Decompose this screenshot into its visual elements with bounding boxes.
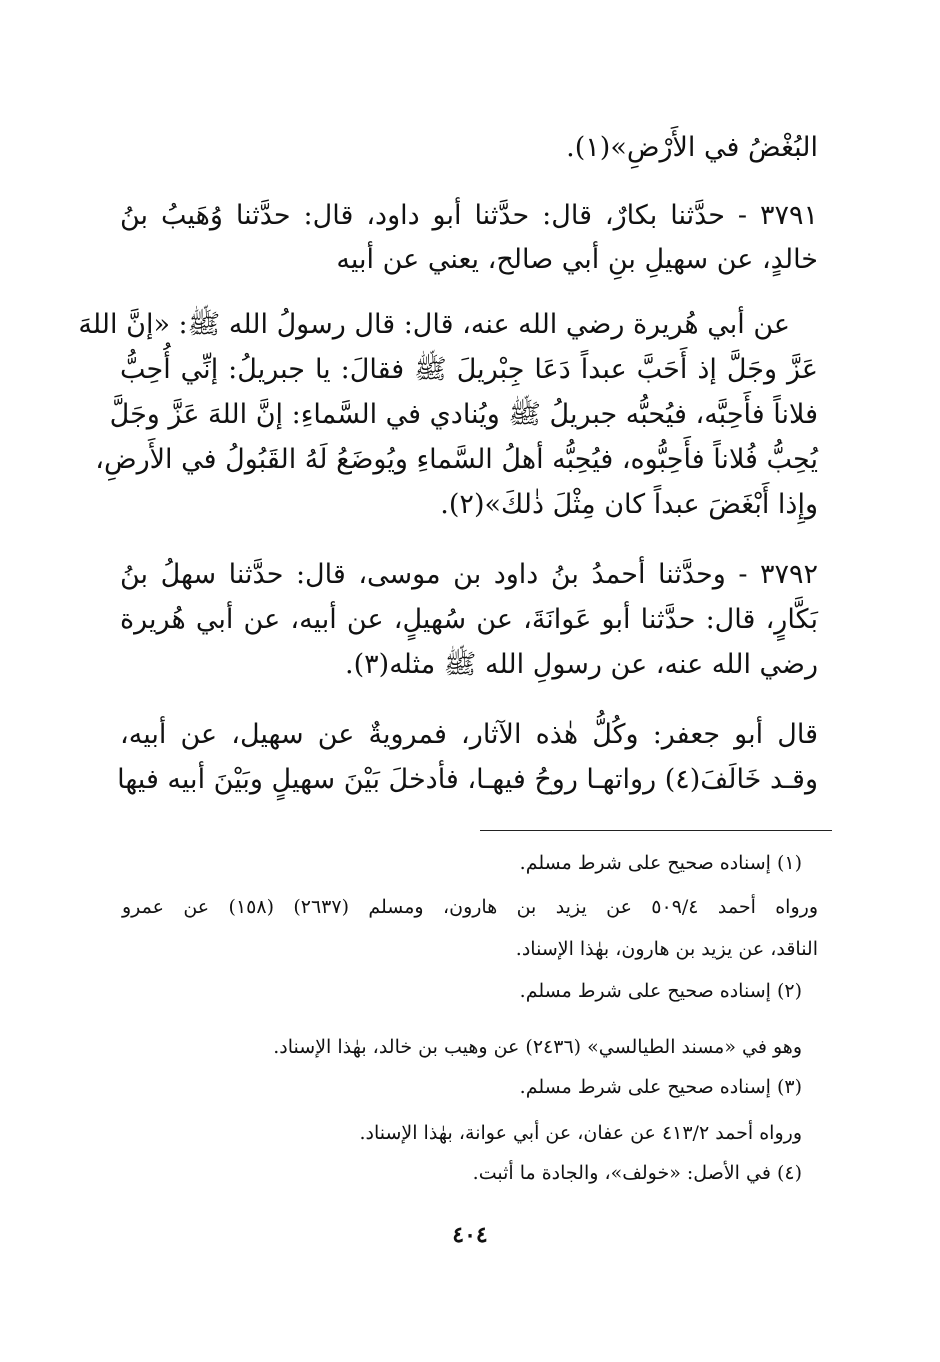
text-line: خالدٍ، عن سهيلِ بنِ أبي صالح، يعني عن أبيه (336, 244, 818, 275)
page-number: ٤٠٤ (452, 1222, 488, 1248)
text-line: بَكَّارٍ، قال: حدَّثنا أبو عَوانَةَ، عن سُهيلٍ، عن أبيه، عن أبي هُريرة (120, 604, 818, 635)
text-line: رضي الله عنه، عن رسولِ الله ﷺ مثله(٣). (345, 649, 818, 680)
footnote-line: (٤) في الأصل: «خولف»، والجادة ما أثبت. (472, 1162, 802, 1184)
text-line: عن أبي هُريرة رضي الله عنه، قال: قال رسولُ الله ﷺ: «إنَّ اللهَ (78, 309, 790, 340)
footnote-separator (480, 830, 832, 831)
text-line: يُحِبُّ فُلاناً فأَحِبُّوه، فيُحِبُّه أهلُ السَّماءِ ويُوضَعُ لَهُ القَبُولُ في الأَرضِ، (95, 444, 818, 475)
footnote-line: ورواه أحمد ٥٠٩/٤ عن يزيد بن هارون، ومسلم (٢٦٣٧) (١٥٨) عن عمرو (122, 896, 818, 918)
hadith-3791-line: ٣٧٩١ - حدَّثنا بكارٌ، قال: حدَّثنا أبو داود، قال: حدَّثنا وُهَيبُ بنُ (120, 200, 818, 231)
footnote-line: (٣) إسناده صحيح على شرط مسلم. (519, 1076, 802, 1098)
text-line: وقـد خَالَفَ(٤) رواتهـا روحُ فيهـا، فأدخلَ بَيْنَ سهيلٍ وبَيْنَ أبيه فيها (117, 764, 818, 795)
footnote-line: (٢) إسناده صحيح على شرط مسلم. (519, 980, 802, 1002)
text-line: فلاناً فأَحِبَّه، فيُحبُّه جبريلُ ﷺ ويُنادي في السَّماءِ: إنَّ اللهَ عَزَّ وجَلَّ (109, 399, 818, 430)
footnote-line: ورواه أحمد ٤١٣/٢ عن عفان، عن أبي عوانة، بهٰذا الإسناد. (359, 1122, 802, 1144)
footnote-line: وهو في «مسند الطيالسي» (٢٤٣٦) عن وهيب بن خالد، بهٰذا الإسناد. (273, 1036, 802, 1058)
text-line: عَزَّ وجَلَّ إذ أَحَبَّ عبداً دَعَا جِبْريلَ ﷺ فقالَ: يا جبريلُ: إنِّي أُحِبُّ (120, 354, 818, 385)
footnote-line: (١) إسناده صحيح على شرط مسلم. (519, 852, 802, 874)
text-line: وإِذا أَبْغَضَ عبداً كان مِثْلَ ذٰلكَ»(٢). (440, 489, 818, 520)
footnote-line: الناقد، عن يزيد بن هارون، بهٰذا الإسناد. (515, 938, 818, 960)
hadith-3792-line: ٣٧٩٢ - وحدَّثنا أحمدُ بنُ داود بن موسى، قال: حدَّثنا سهلُ بنُ (120, 559, 818, 590)
commentary-line: قال أبو جعفر: وكُلُّ هٰذه الآثار، فمرويةٌ عن سهيل، عن أبيه، (120, 719, 818, 750)
text-line: البُغْضُ في الأَرْضِ»(١). (566, 132, 818, 163)
